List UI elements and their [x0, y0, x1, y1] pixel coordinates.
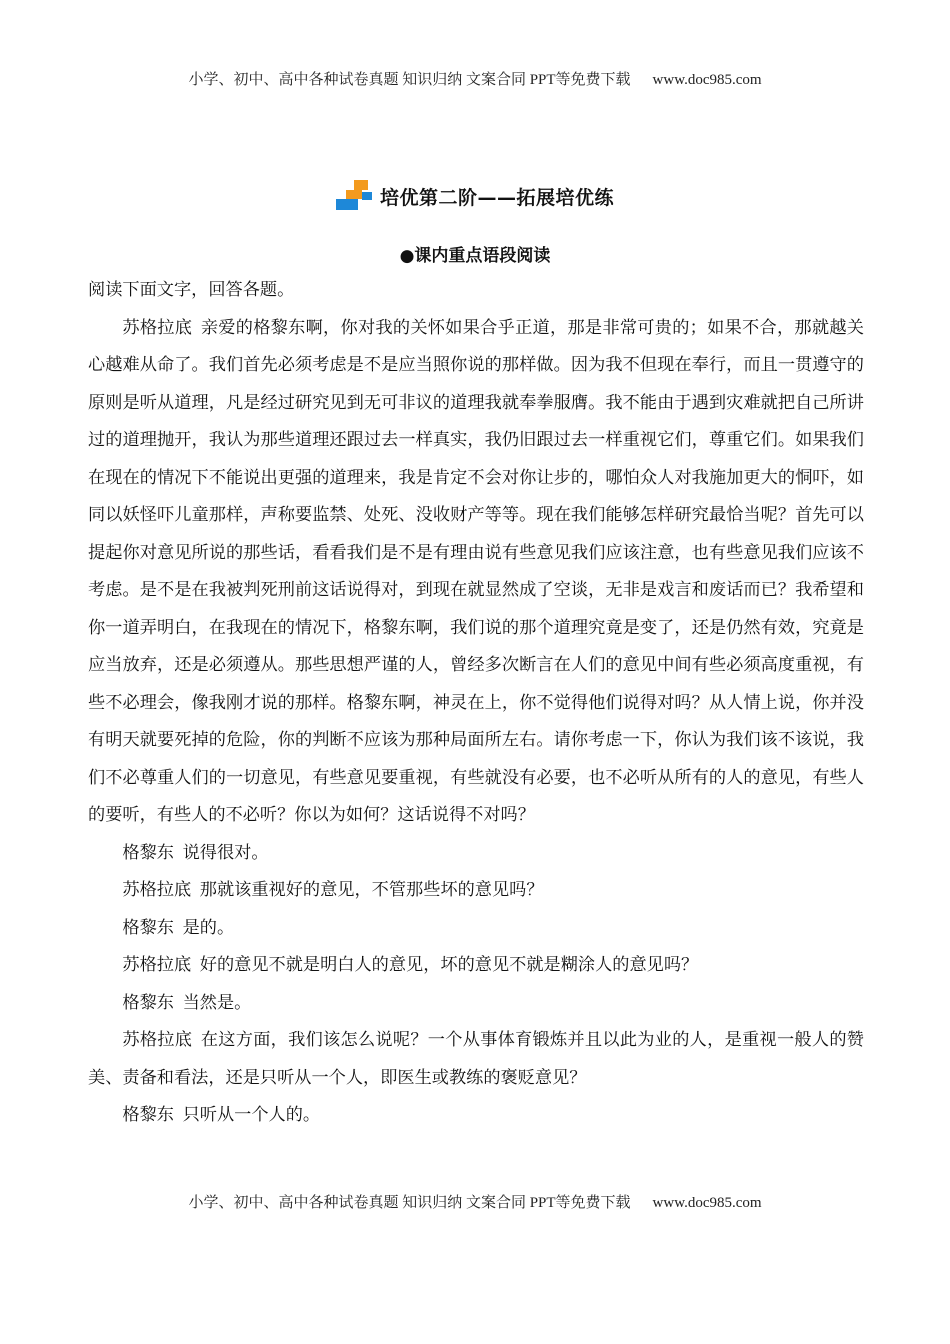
opening-paragraph [88, 310, 864, 835]
speaker-label: 苏格拉底 [122, 880, 192, 900]
speaker-label: 格黎东 [122, 842, 174, 863]
header-text: 小学、初中、高中各种试卷真题 知识归纳 文案合同 PPT等免费下载 [188, 72, 631, 88]
subsection-title: ●课内重点语段阅读 [399, 246, 551, 266]
dialogue-text: 好的意见不就是明白人的意见，坏的意见不就是糊涂人的意见吗？ [199, 955, 699, 975]
speaker-label: 苏格拉底 [122, 1030, 193, 1050]
dialogue-line [88, 1097, 864, 1135]
dialogue-text: 说得很对。 [182, 842, 269, 863]
footer-text: 小学、初中、高中各种试卷真题 知识归纳 文案合同 PPT等免费下载 [188, 1195, 631, 1211]
section-heading [0, 180, 950, 212]
dialogue-text: 在这方面，我们该怎么说呢？一个从事体育锻炼并且以此为业的人，是重视一般人的赞美、责备和看法，还是只听从一个人，即医生或教练的褒贬意见？ [88, 1030, 864, 1088]
icon-block-orange-top [354, 180, 368, 190]
speaker-label: 格黎东 [122, 992, 174, 1013]
dialogue-line [88, 1022, 864, 1097]
speaker-label: 格黎东 [122, 917, 174, 938]
speaker-label: 苏格拉底 [122, 955, 192, 975]
footer-site-link[interactable]: www.doc985.com [652, 1195, 762, 1211]
dialogue-text: 只听从一个人的。 [182, 1105, 321, 1125]
section-title: 培优第二阶——拓展培优练 [379, 186, 614, 209]
icon-block-orange-mid [346, 190, 362, 199]
stacked-blocks-icon [336, 180, 374, 212]
icon-block-blue-small [362, 192, 372, 200]
icon-block-blue-bottom [336, 199, 358, 210]
speaker-label: 格黎东 [122, 1105, 174, 1125]
dialogue-text: 是的。 [182, 917, 235, 938]
dialogue-line [88, 985, 864, 1023]
dialogue-line [88, 947, 864, 985]
instruction: 阅读下面文字，回答各题。 [88, 280, 295, 300]
page-footer [0, 1191, 950, 1212]
speaker-label: 苏格拉底 [122, 317, 193, 338]
dialogue-text: 那就该重视好的意见，不管那些坏的意见吗？ [199, 880, 544, 900]
dialogue-line [88, 910, 864, 948]
passage-body [88, 272, 864, 1135]
dialogue-text: 当然是。 [182, 992, 252, 1013]
header-site-link[interactable]: www.doc985.com [652, 72, 762, 88]
paragraph-text: 亲爱的格黎东啊，你对我的关怀如果合乎正道，那是非常可贵的；如果不合，那就越关心越难从命了。我们首先必须考虑是不是应当照你说的那样做。因为我不但现在奉行，而且一贯遵守的原则是听从道理，凡是经过研究见到无可非议的道理我就奉拳服膺。我不能由于遇到灾难就把自己所讲过的道理抛开，我认为那些道理还跟过去一样真实，我仍旧跟过去一样重视它们，尊重它们。如果我们在现在的情况下不能说出更强的道理来，我是肯定不会对你让步的，哪怕众人对我施加更大的恫吓，如同以妖怪吓儿童那样，声称要监禁、处死、没收财产等等。现在我们能够怎样研究最恰当呢？首先可以提起你对意见所说的那些话，看看我们是不是有理由说有些意见我们应该注意，也有些意见我们应该不考虑。是不是在我被判死刑前这话说得对，到现在就显然成了空谈，无非是戏言和废话而已？我希望和你一道弄明白，在我现在的情况下，格黎东啊，我们说的那个道理究竟是变了，还是仍然有效，究竟是应当放弃，还是必须遵从。那些思想严谨的人，曾经多次断言在人们的意见中间有些必须高度重视，有些不必理会，像我刚才说的那样。格黎东啊，神灵在上，你不觉得他们说得对吗？从人情上说，你并没有明天就要死掉的危险，你的判断不应该为那种局面所左右。请你考虑一下，你认为我们该不该说，我们不必尊重人们的一切意见，有些意见要重视，有些就没有必要，也不必听从所有的人的意见，有些人的要听，有些人的不必听？你以为如何？这话说得不对吗？ [88, 317, 864, 825]
dialogue-line [88, 872, 864, 910]
dialogue-line [88, 835, 864, 873]
page-header [0, 68, 950, 89]
